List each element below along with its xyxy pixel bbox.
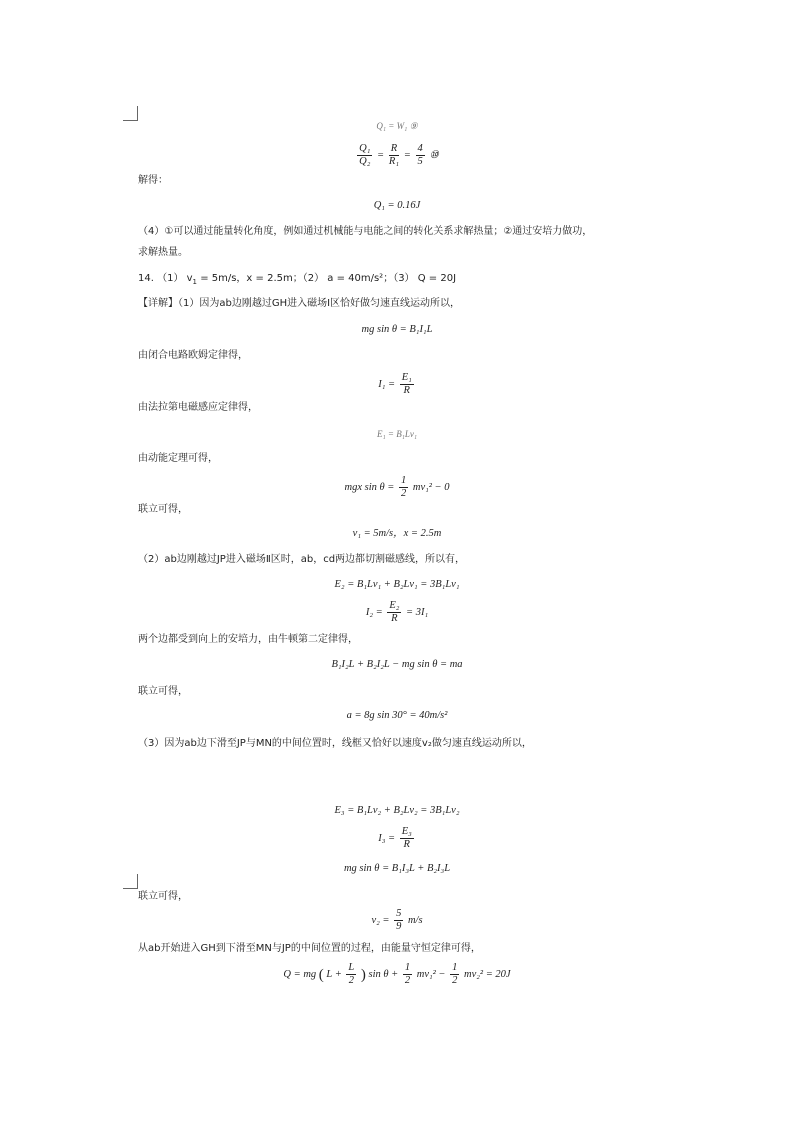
fraction: $\frac{\text{E₂}}{R}$: [389, 600, 400, 624]
text-line: 由闭合电路欧姆定律得，: [138, 350, 248, 361]
equation-balance: mg sin θ = B₁I₁L: [361, 324, 433, 335]
fraction: $\frac{\text{E₁}}{R}$: [401, 372, 412, 396]
fraction: $\frac{1}{2}$: [452, 962, 458, 986]
equation-heat-result: Q₁ = 0.16J: [373, 200, 421, 211]
text-line: （3）因为ab边下滑至JP与MN的中间位置时，线框又恰好以速度v₂做匀速直线运动所以，: [138, 738, 532, 749]
fraction: $\frac{4}{5}$: [417, 143, 423, 167]
text-line: 求解热量。: [138, 247, 188, 258]
equation-current3: I₃ = $\frac{\text{E₃}}{R}$: [378, 826, 412, 850]
text-line: 由动能定理可得，: [138, 453, 218, 464]
equation-10: $\frac{\text{Q₁}}{\text{Q₂}}$ = $\frac{R}{\text{R₁}}$ = $\frac{4}{5}$ ⑩: [359, 143, 439, 167]
fraction: $\frac{5}{9}$: [396, 908, 402, 932]
left-paren: (: [318, 966, 324, 983]
text-line: 联立可得，: [138, 504, 188, 515]
equation-balance2: mg sin θ = B₁I₃L + B₂I₃L: [343, 863, 451, 874]
fraction: $\frac{1}{2}$: [404, 962, 411, 986]
fraction: $\frac{1}{2}$: [400, 475, 407, 499]
text-line: 由法拉第电磁感应定律得，: [138, 402, 258, 413]
equation-newton: B₁I₂L + B₂I₂L − mg sin θ = ma: [331, 659, 463, 670]
equation-v1: v₁ = 5m/s，x = 2.5m: [352, 528, 442, 539]
fraction: $\frac{\text{E₃}}{R}$: [401, 826, 412, 850]
equation-emf: E₁ = B₁Lv₁: [377, 429, 417, 439]
text-line: 从ab开始进入GH到下滑至MN与JP的中间位置的过程，由能量守恒定律可得，: [138, 943, 481, 954]
fraction: $\frac{\text{Q₁}}{\text{Q₂}}$: [359, 143, 371, 167]
text-line: 解得：: [138, 175, 168, 186]
text-line: 联立可得，: [138, 891, 188, 902]
equation-emf2: E₂ = B₁Lv₁ + B₂Lv₁ = 3B₁Lv₁: [334, 579, 460, 590]
fraction: $\frac{L}{2}$: [348, 962, 355, 986]
text-line: 联立可得，: [138, 686, 188, 697]
answer-14: 14. （1） $v_1 = 5m/s$，x = 2.5m；（2） a = 40m/s²；（3） Q = 20J: [138, 273, 457, 286]
fraction: $\frac{R}{\text{R₁}}$: [388, 143, 399, 167]
text-line: （2）ab边刚越过JP进入磁场Ⅱ区时，ab，cd两边都切割磁感线，所以有，: [138, 554, 466, 565]
equation-acceleration: a = 8g sin 30° = 40m/s²: [346, 710, 448, 721]
equation-current2: I₂ = $\frac{\text{E₂}}{R}$ = 3I₁: [365, 600, 429, 624]
detail-heading: 【详解】（1）因为ab边刚越过GH进入磁场Ⅰ区恰好做匀速直线运动所以，: [138, 298, 461, 309]
equation-9: Q₁ = W₁ ⑨: [376, 121, 418, 131]
right-paren: ): [360, 966, 366, 983]
equation-emf3: E₃ = B₁Lv₂ + B₂Lv₂ = 3B₁Lv₂: [334, 805, 460, 816]
text-line: （4）①可以通过能量转化角度，例如通过机械能与电能之间的转化关系求解热量；②通过安培力做功，: [138, 226, 593, 237]
equation-kinetic: mgx sin θ = $\frac{1}{2}$ mv₁² − 0: [344, 475, 450, 499]
equation-v2: v₂ = $\frac{5}{9}$ m/s: [371, 908, 423, 932]
equation-current: I₁ = $\frac{\text{E₁}}{R}$: [378, 372, 412, 396]
equation-energy-conservation: Q = mg ( L + $\frac{L}{2}$ ) sin θ + $\frac{1}{2}$ mv₁² − $\frac{1}{2}$ mv₂² = 20J: [283, 962, 511, 986]
text-line: 两个边都受到向上的安培力，由牛顿第二定律得，: [138, 634, 358, 645]
